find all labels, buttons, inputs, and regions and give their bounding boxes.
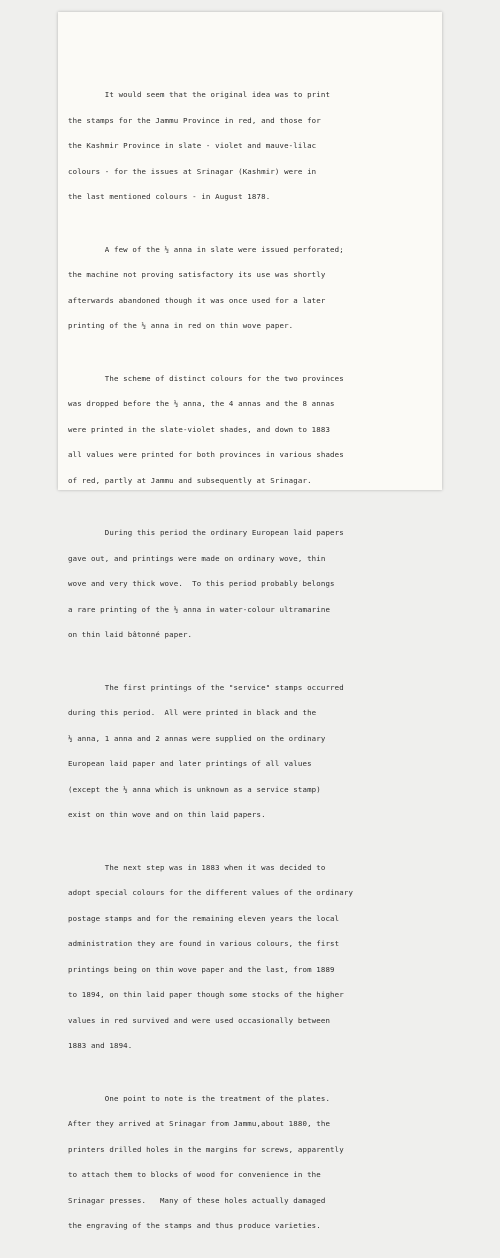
text-line: during this period. All were printed in black and the — [68, 708, 317, 717]
paragraph-1883-colours — [68, 847, 438, 1068]
text-line: exist on thin wove and on thin laid papers. — [68, 810, 266, 819]
paragraph-plates — [68, 1078, 438, 1248]
text-line: It would seem that the original idea was to print — [68, 90, 331, 99]
text-line: afterwards abandoned though it was once used for a later — [68, 295, 326, 305]
text-line: gave out, and printings were made on ordinary wove, thin — [68, 553, 326, 563]
text-line: administration they are found in various colours, the first — [68, 939, 340, 948]
text-line: The first printings of the "service" stamps occurred — [68, 682, 344, 692]
text-line: printings being on thin wove paper and the last, from 1889 — [68, 964, 335, 974]
text-line: One point to note is the treatment of the plates. — [68, 1093, 331, 1103]
typed-text-body — [68, 74, 438, 1258]
text-line: of red, partly at Jammu and subsequently at Srinagar. — [68, 475, 312, 485]
text-line: 1883 and 1894. — [68, 1041, 133, 1050]
text-line: colours - for the issues at Srinagar (Kashmir) were in — [68, 166, 317, 176]
text-line: postage stamps and for the remaining eleven years the local — [68, 913, 340, 923]
text-line: The next step was in 1883 when it was decided to — [68, 862, 326, 872]
text-line: the stamps for the Jammu Province in red, and those for — [68, 115, 321, 125]
text-line: a rare printing of the ½ anna in water-colour ultramarine — [68, 604, 331, 614]
text-line: During this period the ordinary European laid papers — [68, 528, 344, 537]
text-line: was dropped before the ½ anna, the 4 annas and the 8 annas — [68, 399, 335, 408]
paragraph-laid-papers — [68, 512, 438, 657]
text-line: European laid paper and later printings of all values — [68, 759, 312, 768]
text-line: to attach them to blocks of wood for convenience in the — [68, 1170, 321, 1179]
text-line: all values were printed for both provinces in various shades — [68, 450, 344, 459]
text-line: adopt special colours for the different values of the ordinary — [68, 888, 354, 897]
text-line: Srinagar presses. Many of these holes actually damaged — [68, 1195, 326, 1205]
text-line: printers drilled holes in the margins for screws, apparently — [68, 1144, 344, 1154]
paragraph-service-stamps — [68, 667, 438, 837]
text-line: values in red survived and were used occasionally between — [68, 1015, 331, 1025]
text-line: the engraving of the stamps and thus produce varieties. — [68, 1221, 321, 1230]
paragraph-perforated — [68, 229, 438, 348]
text-line: printing of the ½ anna in red on thin wove paper. — [68, 321, 294, 330]
text-line: to 1894, on thin laid paper though some stocks of the higher — [68, 990, 344, 999]
text-line: The scheme of distinct colours for the two provinces — [68, 373, 344, 383]
text-line: were printed in the slate-violet shades, and down to 1883 — [68, 424, 331, 434]
paragraph-colours-1878 — [68, 74, 438, 219]
text-line: the last mentioned colours - in August 1878. — [68, 192, 271, 201]
text-line: (except the ½ anna which is unknown as a service stamp) — [68, 784, 321, 794]
text-line: the machine not proving satisfactory its use was shortly — [68, 270, 326, 279]
text-line: A few of the ½ anna in slate were issued perforated; — [68, 244, 344, 254]
text-line: wove and very thick wove. To this period probably belongs — [68, 579, 335, 588]
text-line: the Kashmir Province in slate - violet and mauve-lilac — [68, 141, 317, 150]
text-line: ½ anna, 1 anna and 2 annas were supplied on the ordinary — [68, 733, 326, 743]
paragraph-distinct-colours — [68, 358, 438, 503]
text-line: After they arrived at Srinagar from Jammu,about 1880, the — [68, 1119, 331, 1128]
text-line: on thin laid bâtonné paper. — [68, 630, 193, 639]
